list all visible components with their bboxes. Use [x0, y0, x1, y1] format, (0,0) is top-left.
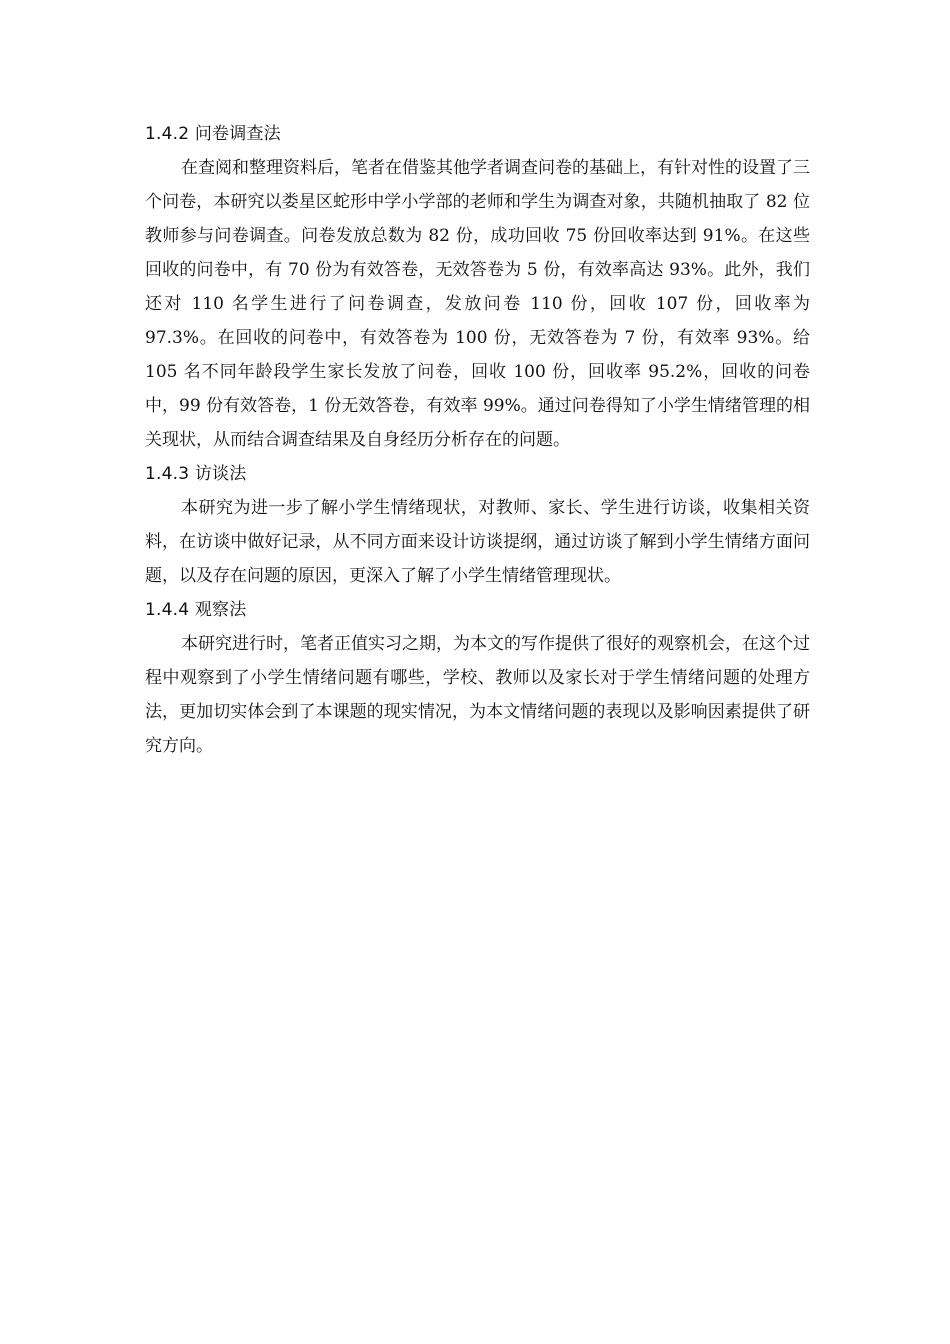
section-heading-observation: 1.4.4 观察法	[145, 600, 247, 620]
section-heading-interview: 1.4.3 访谈法	[145, 464, 247, 484]
section-paragraph-interview: 本研究为进一步了解小学生情绪现状，对教师、家长、学生进行访谈，收集相关资料，在访谈中做好记录，从不同方面来设计访谈提纲，通过访谈了解到小学生情绪方面问题，以及存在问题的原因，更深入了解了小学生情绪管理现状。	[145, 498, 810, 586]
section-heading-questionnaire: 1.4.2 问卷调查法	[145, 124, 281, 144]
document-body	[145, 117, 810, 763]
section-paragraph-questionnaire: 在查阅和整理资料后，笔者在借鉴其他学者调查问卷的基础上，有针对性的设置了三个问卷，本研究以娄星区蛇形中学小学部的老师和学生为调查对象，共随机抽取了 82 位教师参与问卷调查。问卷发放总数为 82 份，成功回收 75 份回收率达到 91%。在这些回收的问卷中，有 70 份为有效答卷，无效答卷为 5 份，有效率高达 93%。此外，我们还对 110 名学生进行了问卷调查，发放问卷 110 份，回收 107 份，回收率为 97.3%。在回收的问卷中，有效答卷为 100 份，无效答卷为 7 份，有效率 93%。给 105 名不同年龄段学生家长发放了问卷，回收 100 份，回收率 95.2%，回收的问卷中，99 份有效答卷，1 份无效答卷，有效率 99%。通过问卷得知了小学生情绪管理的相关现状，从而结合调查结果及自身经历分析存在的问题。	[145, 158, 810, 450]
section-paragraph-observation: 本研究进行时，笔者正值实习之期，为本文的写作提供了很好的观察机会，在这个过程中观察到了小学生情绪问题有哪些，学校、教师以及家长对于学生情绪问题的处理方法，更加切实体会到了本课题的现实情况，为本文情绪问题的表现以及影响因素提供了研究方向。	[145, 634, 810, 756]
